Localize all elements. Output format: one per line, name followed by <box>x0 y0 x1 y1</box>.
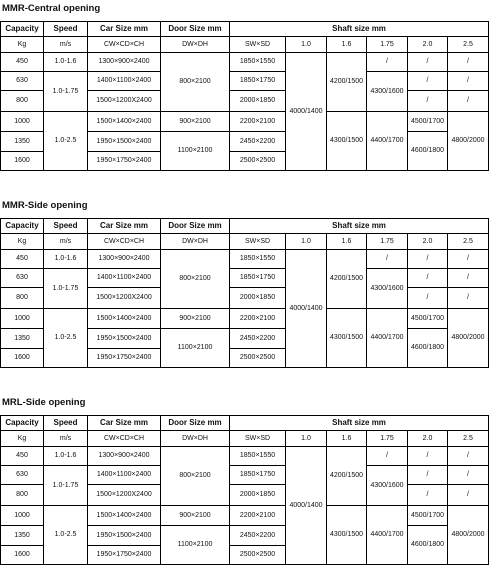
car-size-header: Car Size mm <box>88 22 161 37</box>
shaft-2-5-cell: / <box>448 269 489 288</box>
car-size-cell: 1950×1750×2400 <box>88 546 161 565</box>
car-size-unit: CW×CD×CH <box>88 234 161 250</box>
capacity-cell: 1350 <box>1 329 44 349</box>
shaft-2-5-cell: 4800/2000 <box>448 309 489 368</box>
section-title: MRL-Side opening <box>2 397 86 408</box>
shaft-size-cell: 2000×1850 <box>230 485 286 506</box>
shaft-1-75-cell: 4400/1700 <box>367 112 408 171</box>
capacity-cell: 800 <box>1 485 44 506</box>
shaft-2-0-cell: 4600/1800 <box>408 329 448 368</box>
spec-table <box>0 21 489 171</box>
shaft-1-6-cell: 4300/1500 <box>327 506 367 565</box>
speed-col-1-0: 1.0 <box>286 431 327 447</box>
speed-cell: 1.0-1.75 <box>44 269 88 309</box>
shaft-2-0-cell: 4500/1700 <box>408 309 448 329</box>
shaft-1-6-cell: 4200/1500 <box>327 53 367 112</box>
car-size-cell: 1950×1500×2400 <box>88 526 161 546</box>
door-size-header: Door Size mm <box>161 416 230 431</box>
speed-cell: 1.0-1.75 <box>44 72 88 112</box>
speed-unit: m/s <box>44 37 88 53</box>
shaft-2-0-cell: 4500/1700 <box>408 112 448 132</box>
shaft-2-5-cell: / <box>448 91 489 112</box>
shaft-2-5-cell: / <box>448 53 489 72</box>
shaft-size-header: Shaft size mm <box>230 219 489 234</box>
door-size-cell: 1100×2100 <box>161 132 230 171</box>
shaft-1-75-cell: 4300/1600 <box>367 72 408 112</box>
speed-unit: m/s <box>44 234 88 250</box>
car-size-header: Car Size mm <box>88 416 161 431</box>
door-size-cell: 800×2100 <box>161 53 230 112</box>
speed-header: Speed <box>44 219 88 234</box>
speed-cell: 1.0-1.6 <box>44 250 88 269</box>
shaft-2-0-cell: / <box>408 269 448 288</box>
shaft-size-cell: 1850×1550 <box>230 447 286 466</box>
section-title: MMR-Side opening <box>2 200 88 211</box>
spec-table <box>0 415 489 565</box>
speed-col-2-0: 2.0 <box>408 431 448 447</box>
shaft-1-0-cell: 4000/1400 <box>286 250 327 368</box>
shaft-size-cell: 2450×2200 <box>230 329 286 349</box>
door-size-cell: 1100×2100 <box>161 329 230 368</box>
capacity-unit: Kg <box>1 37 44 53</box>
shaft-size-cell: 2450×2200 <box>230 132 286 152</box>
shaft-size-cell: 2000×1850 <box>230 288 286 309</box>
shaft-size-cell: 1850×1550 <box>230 250 286 269</box>
speed-cell: 1.0-2.5 <box>44 309 88 368</box>
shaft-2-0-cell: / <box>408 53 448 72</box>
car-size-cell: 1950×1500×2400 <box>88 329 161 349</box>
shaft-2-5-cell: / <box>448 466 489 485</box>
car-size-cell: 1400×1100×2400 <box>88 72 161 91</box>
car-size-cell: 1400×1100×2400 <box>88 269 161 288</box>
car-size-unit: CW×CD×CH <box>88 37 161 53</box>
shaft-2-0-cell: / <box>408 288 448 309</box>
door-size-cell: 800×2100 <box>161 447 230 506</box>
shaft-2-0-cell: / <box>408 91 448 112</box>
car-size-unit: CW×CD×CH <box>88 431 161 447</box>
shaft-1-75-cell: 4300/1600 <box>367 466 408 506</box>
speed-col-1-75: 1.75 <box>367 431 408 447</box>
shaft-1-75-cell: / <box>367 250 408 269</box>
shaft-size-cell: 2450×2200 <box>230 526 286 546</box>
shaft-1-6-cell: 4300/1500 <box>327 309 367 368</box>
speed-col-2-5: 2.5 <box>448 431 489 447</box>
shaft-size-cell: 2000×1850 <box>230 91 286 112</box>
shaft-1-75-cell: 4400/1700 <box>367 506 408 565</box>
car-size-cell: 1950×1750×2400 <box>88 349 161 368</box>
shaft-1-0-cell: 4000/1400 <box>286 53 327 171</box>
shaft-size-unit: SW×SD <box>230 37 286 53</box>
shaft-1-6-cell: 4300/1500 <box>327 112 367 171</box>
capacity-cell: 1350 <box>1 132 44 152</box>
speed-cell: 1.0-1.6 <box>44 53 88 72</box>
capacity-cell: 1600 <box>1 546 44 565</box>
capacity-cell: 1350 <box>1 526 44 546</box>
car-size-cell: 1500×1400×2400 <box>88 506 161 526</box>
speed-col-1-6: 1.6 <box>327 234 367 250</box>
speed-col-1-75: 1.75 <box>367 234 408 250</box>
speed-cell: 1.0-1.75 <box>44 466 88 506</box>
capacity-cell: 800 <box>1 288 44 309</box>
car-size-cell: 1950×1500×2400 <box>88 132 161 152</box>
speed-col-2-0: 2.0 <box>408 37 448 53</box>
shaft-size-unit: SW×SD <box>230 431 286 447</box>
speed-cell: 1.0-1.6 <box>44 447 88 466</box>
shaft-size-cell: 2200×2100 <box>230 112 286 132</box>
shaft-size-cell: 2200×2100 <box>230 309 286 329</box>
capacity-cell: 1000 <box>1 112 44 132</box>
capacity-cell: 630 <box>1 269 44 288</box>
door-size-cell: 900×2100 <box>161 112 230 132</box>
shaft-1-75-cell: 4400/1700 <box>367 309 408 368</box>
speed-col-1-6: 1.6 <box>327 37 367 53</box>
car-size-cell: 1300×900×2400 <box>88 53 161 72</box>
shaft-2-5-cell: 4800/2000 <box>448 112 489 171</box>
shaft-2-5-cell: 4800/2000 <box>448 506 489 565</box>
shaft-2-0-cell: / <box>408 447 448 466</box>
speed-col-1-6: 1.6 <box>327 431 367 447</box>
shaft-size-cell: 1850×1750 <box>230 269 286 288</box>
shaft-size-cell: 2200×2100 <box>230 506 286 526</box>
car-size-cell: 1500×1200X2400 <box>88 485 161 506</box>
capacity-cell: 1000 <box>1 309 44 329</box>
car-size-cell: 1500×1200X2400 <box>88 91 161 112</box>
shaft-size-cell: 1850×1750 <box>230 466 286 485</box>
capacity-header: Capacity <box>1 22 44 37</box>
speed-col-1-0: 1.0 <box>286 234 327 250</box>
shaft-size-cell: 2500×2500 <box>230 349 286 368</box>
capacity-cell: 630 <box>1 72 44 91</box>
car-size-cell: 1500×1200X2400 <box>88 288 161 309</box>
door-size-cell: 1100×2100 <box>161 526 230 565</box>
shaft-1-6-cell: 4200/1500 <box>327 447 367 506</box>
shaft-2-0-cell: / <box>408 72 448 91</box>
capacity-cell: 630 <box>1 466 44 485</box>
shaft-2-0-cell: / <box>408 485 448 506</box>
capacity-cell: 1000 <box>1 506 44 526</box>
shaft-size-header: Shaft size mm <box>230 416 489 431</box>
door-size-header: Door Size mm <box>161 219 230 234</box>
door-size-unit: DW×DH <box>161 431 230 447</box>
car-size-cell: 1500×1400×2400 <box>88 309 161 329</box>
shaft-2-5-cell: / <box>448 288 489 309</box>
door-size-header: Door Size mm <box>161 22 230 37</box>
car-size-cell: 1300×900×2400 <box>88 447 161 466</box>
capacity-header: Capacity <box>1 416 44 431</box>
speed-col-2-5: 2.5 <box>448 234 489 250</box>
shaft-size-header: Shaft size mm <box>230 22 489 37</box>
capacity-cell: 1600 <box>1 152 44 171</box>
car-size-header: Car Size mm <box>88 219 161 234</box>
speed-cell: 1.0-2.5 <box>44 506 88 565</box>
door-size-unit: DW×DH <box>161 37 230 53</box>
capacity-header: Capacity <box>1 219 44 234</box>
shaft-2-0-cell: / <box>408 250 448 269</box>
shaft-2-0-cell: 4500/1700 <box>408 506 448 526</box>
door-size-cell: 800×2100 <box>161 250 230 309</box>
shaft-2-5-cell: / <box>448 485 489 506</box>
door-size-unit: DW×DH <box>161 234 230 250</box>
shaft-1-75-cell: / <box>367 53 408 72</box>
capacity-cell: 450 <box>1 250 44 269</box>
shaft-1-0-cell: 4000/1400 <box>286 447 327 565</box>
shaft-size-unit: SW×SD <box>230 234 286 250</box>
shaft-size-cell: 1850×1750 <box>230 72 286 91</box>
shaft-size-cell: 2500×2500 <box>230 152 286 171</box>
section-title: MMR-Central opening <box>2 3 101 14</box>
shaft-1-6-cell: 4200/1500 <box>327 250 367 309</box>
speed-col-2-5: 2.5 <box>448 37 489 53</box>
capacity-cell: 450 <box>1 447 44 466</box>
spec-table <box>0 218 489 368</box>
shaft-1-75-cell: 4300/1600 <box>367 269 408 309</box>
door-size-cell: 900×2100 <box>161 309 230 329</box>
shaft-2-5-cell: / <box>448 250 489 269</box>
capacity-cell: 800 <box>1 91 44 112</box>
shaft-1-75-cell: / <box>367 447 408 466</box>
capacity-cell: 450 <box>1 53 44 72</box>
shaft-2-5-cell: / <box>448 447 489 466</box>
speed-col-1-0: 1.0 <box>286 37 327 53</box>
speed-col-2-0: 2.0 <box>408 234 448 250</box>
car-size-cell: 1400×1100×2400 <box>88 466 161 485</box>
capacity-unit: Kg <box>1 431 44 447</box>
speed-col-1-75: 1.75 <box>367 37 408 53</box>
capacity-unit: Kg <box>1 234 44 250</box>
speed-header: Speed <box>44 22 88 37</box>
shaft-size-cell: 1850×1550 <box>230 53 286 72</box>
speed-header: Speed <box>44 416 88 431</box>
shaft-2-0-cell: 4600/1800 <box>408 526 448 565</box>
car-size-cell: 1300×900×2400 <box>88 250 161 269</box>
shaft-size-cell: 2500×2500 <box>230 546 286 565</box>
door-size-cell: 900×2100 <box>161 506 230 526</box>
car-size-cell: 1500×1400×2400 <box>88 112 161 132</box>
speed-unit: m/s <box>44 431 88 447</box>
car-size-cell: 1950×1750×2400 <box>88 152 161 171</box>
capacity-cell: 1600 <box>1 349 44 368</box>
speed-cell: 1.0-2.5 <box>44 112 88 171</box>
shaft-2-0-cell: / <box>408 466 448 485</box>
shaft-2-5-cell: / <box>448 72 489 91</box>
shaft-2-0-cell: 4600/1800 <box>408 132 448 171</box>
